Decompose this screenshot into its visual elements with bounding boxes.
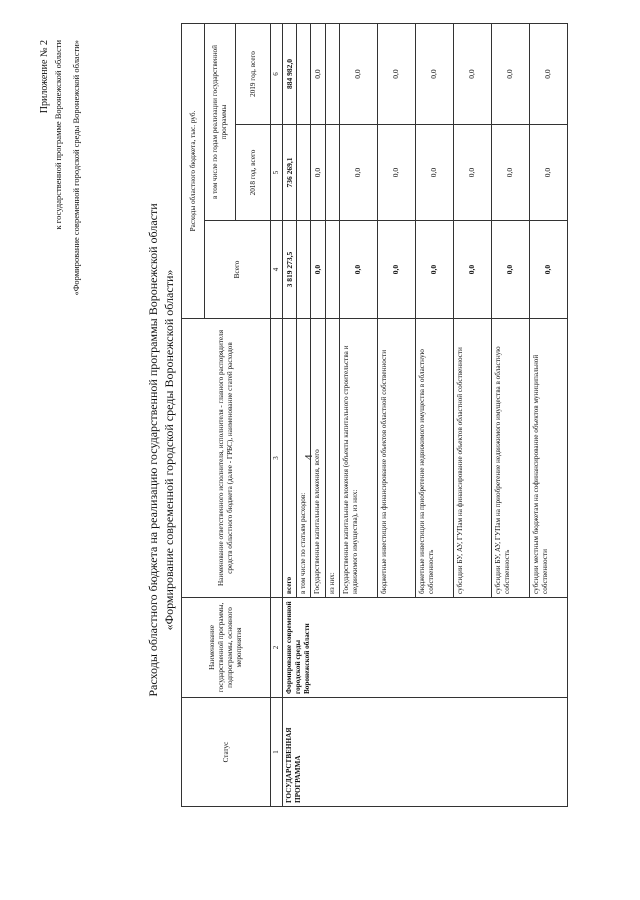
col-number: 4 [271,221,283,319]
row-2019: 0,0 [453,23,491,124]
row-name: бюджетные инвестиции на приобретение недвижимого имущества в областную собственность [415,319,453,598]
annex-line-3: «Формирование современной городской среды Воронежской области» [71,40,81,296]
row-2018: 0,0 [377,125,415,221]
program-cell: Формирование современной городской среды Воронежской области [282,598,567,698]
header-2019: 2019 год, всего [236,23,271,124]
row-2018: 0,0 [453,125,491,221]
status-cell: ГОСУДАРСТВЕННАЯ ПРОГРАММА [282,698,567,807]
row-name: бюджетные инвестиции на финансирование объектов областной собственности [377,319,415,598]
row-name: всего [282,319,296,598]
header-program-name: Наименование государственной программы, подпрограммы, основного мероприятия [182,598,271,698]
row-2018 [325,125,339,221]
title-line-2: «Формирование современной городской среды Воронежской области» [161,269,176,631]
row-2018: 0,0 [529,125,567,221]
row-name: в том числе по статьям расходов: [297,319,311,598]
col-number: 3 [271,319,283,598]
row-name: субсидии БУ, АУ, ГУПам на финансирование объектов областной собственности [453,319,491,598]
annex-line-1: Приложение № 2 [39,40,50,114]
expenses-table [181,23,568,807]
header-2018: 2018 год, всего [236,125,271,221]
col-number: 5 [271,125,283,221]
row-name: субсидии местным бюджетам на софинансирование объектов муниципальной собственности [529,319,567,598]
row-name: из них: [325,319,339,598]
row-2018: 0,0 [311,125,325,221]
page-number: 4 [303,454,315,460]
row-total: 0,0 [415,221,453,319]
row-2019: 0,0 [529,23,567,124]
row-name: Государственные капитальные вложения (объекты капитального строительства и недвижимого имущества), из них: [339,319,377,598]
header-expenses: Расходы областного бюджета, тыс. руб. [182,23,205,318]
row-total [297,221,311,319]
header-total: Всего [205,221,271,319]
row-total: 0,0 [529,221,567,319]
row-name: Государственные капитальные вложения, всего [311,319,325,598]
row-2018: 0,0 [415,125,453,221]
row-total: 0,0 [311,221,325,319]
column-number-row [271,23,283,806]
col-number: 2 [271,598,283,698]
row-total: 0,0 [453,221,491,319]
col-number: 6 [271,23,283,124]
row-2019 [325,23,339,124]
row-2019: 0,0 [415,23,453,124]
row-2019 [297,23,311,124]
title-line-1: Расходы областного бюджета на реализацию государственной программы Воронежской области [146,203,160,697]
table-row [282,23,296,806]
header-by-years: в том числе по годам реализации государственной программы [205,23,236,220]
row-2019: 884 982,0 [282,23,296,124]
row-total: 0,0 [491,221,529,319]
row-2018: 0,0 [339,125,377,221]
row-total: 0,0 [377,221,415,319]
row-2018: 0,0 [491,125,529,221]
row-2019: 0,0 [377,23,415,124]
header-row-1 [182,23,205,806]
document-title [146,0,177,900]
row-total [325,221,339,319]
row-2018 [297,125,311,221]
row-total: 3 819 273,5 [282,221,296,319]
row-2019: 0,0 [491,23,529,124]
row-total: 0,0 [339,221,377,319]
row-2019: 0,0 [311,23,325,124]
col-number: 1 [271,698,283,807]
header-status: Статус [182,698,271,807]
row-2018: 736 269,1 [282,125,296,221]
row-name: субсидии БУ, АУ, ГУПам на приобретение недвижимого имущества в областную собственность [491,319,529,598]
annex-line-2: к государственной программе Воронежской области [53,40,63,230]
header-executor: Наименование ответственного исполнителя, исполнителя - главного распорядителя средств областного бюджета (далее - ГРБС), наименование статей расходов [182,319,271,598]
row-2019: 0,0 [339,23,377,124]
